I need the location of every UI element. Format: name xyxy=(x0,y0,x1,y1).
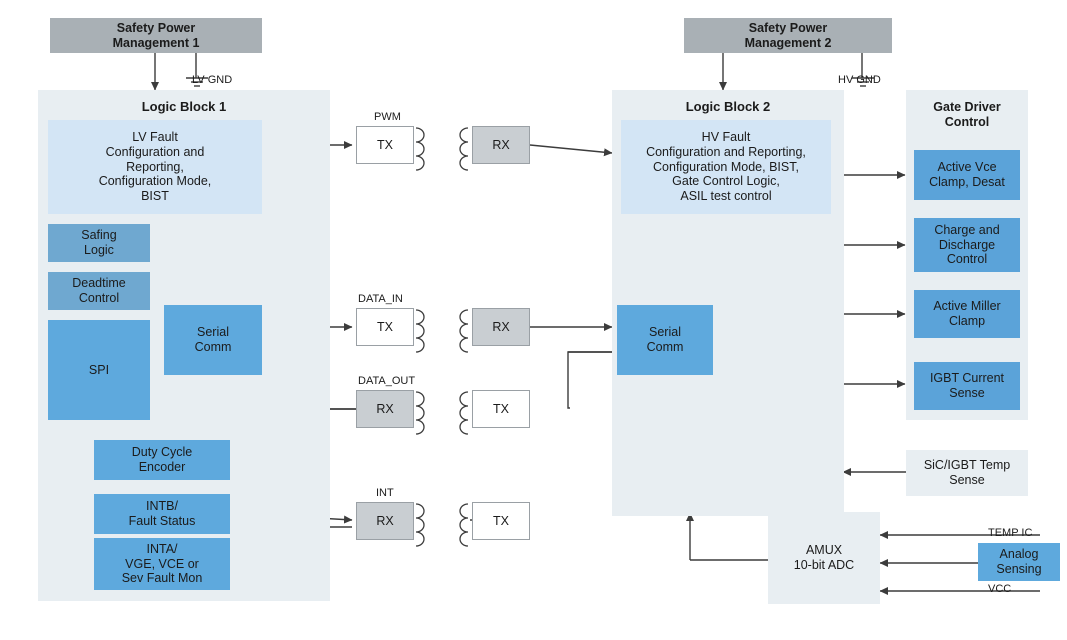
safety-power-1-line1: Safety Power xyxy=(116,20,196,35)
intb-fault-status-block xyxy=(94,494,230,534)
data-out-rx-box: RX xyxy=(356,390,414,428)
ics-l2: Sense xyxy=(949,386,985,400)
intb-l1: INTB/ xyxy=(146,499,178,514)
chg-l1: Charge and xyxy=(934,222,1000,237)
serial-comm-2-l2: Comm xyxy=(646,340,684,354)
hv-fault-l3: Configuration Mode, BIST, xyxy=(653,159,799,174)
safety-power-management-2 xyxy=(684,18,892,53)
sic-igbt-temp-sense-block xyxy=(906,450,1028,496)
hv-fault-l4: Gate Control Logic, xyxy=(672,174,780,189)
temp-ic-label: TEMP IC xyxy=(988,527,1033,539)
charge-discharge-control-block xyxy=(914,218,1020,272)
hv-fault-l2: Configuration and Reporting, xyxy=(646,144,806,159)
vcc-label: VCC xyxy=(988,583,1012,595)
deadtime-l1: Deadtime xyxy=(72,276,126,291)
igbt-current-sense-block xyxy=(914,362,1020,410)
serial-comm-1-block xyxy=(164,305,262,375)
gate-driver-control-title xyxy=(906,98,1028,132)
logic-block-1-title: Logic Block 1 xyxy=(141,99,227,115)
amc-l2: Clamp xyxy=(948,314,986,328)
pwm-label: PWM xyxy=(374,111,401,123)
hv-fault-l1: HV Fault xyxy=(701,130,751,145)
safing-logic-block xyxy=(48,224,150,262)
safety-power-1-line2: Management 1 xyxy=(112,35,200,50)
deadtime-control-block xyxy=(48,272,150,310)
temp-l1: SiC/IGBT Temp xyxy=(923,458,1011,473)
lv-fault-l5: BIST xyxy=(141,189,169,204)
int-tx-box: TX xyxy=(472,502,530,540)
vce-l1: Active Vce xyxy=(937,160,997,175)
spi-block: SPI xyxy=(48,320,150,420)
serial-comm-1-l1: Serial xyxy=(197,325,229,340)
active-vce-clamp-block xyxy=(914,150,1020,200)
int-rx-box: RX xyxy=(356,502,414,540)
serial-comm-2-block xyxy=(617,305,713,375)
int-label: INT xyxy=(376,487,394,499)
hv-fault-block xyxy=(621,120,831,214)
hv-fault-l5: ASIL test control xyxy=(680,189,772,204)
intb-l2: Fault Status xyxy=(128,514,196,528)
data-out-label: DATA_OUT xyxy=(358,375,416,387)
duty-l2: Encoder xyxy=(138,460,186,474)
lv-fault-l3: Reporting, xyxy=(126,159,184,174)
pwm-rx-box: RX xyxy=(472,126,530,164)
logic-block-2-title: Logic Block 2 xyxy=(685,99,771,115)
as-l1: Analog xyxy=(999,547,1039,562)
safety-power-2-line1: Safety Power xyxy=(748,20,828,35)
inta-l3: Sev Fault Mon xyxy=(121,571,203,586)
amux-l1: AMUX xyxy=(805,543,843,558)
amux-block xyxy=(768,512,880,604)
gdc-l1: Gate Driver xyxy=(933,100,1001,115)
data-in-tx-box: TX xyxy=(356,308,414,346)
lv-fault-block xyxy=(48,120,262,214)
safing-logic-l2: Logic xyxy=(84,243,114,257)
data-out-tx-box: TX xyxy=(472,390,530,428)
active-miller-clamp-block xyxy=(914,290,1020,338)
serial-comm-1-l2: Comm xyxy=(194,340,232,354)
ics-l1: IGBT Current xyxy=(929,371,1005,386)
gdc-l2: Control xyxy=(944,115,990,129)
amc-l1: Active Miller xyxy=(933,299,1001,314)
hv-gnd-label: HV GND xyxy=(838,74,881,86)
safety-power-2-line2: Management 2 xyxy=(744,35,832,50)
vce-l2: Clamp, Desat xyxy=(929,175,1005,189)
safing-logic-l1: Safing xyxy=(81,228,117,243)
lv-fault-l2: Configuration and xyxy=(105,144,205,159)
pwm-tx-box: TX xyxy=(356,126,414,164)
amux-l2: 10-bit ADC xyxy=(793,558,855,572)
deadtime-l2: Control xyxy=(78,291,120,305)
temp-l2: Sense xyxy=(949,473,985,487)
chg-l2: Discharge xyxy=(938,237,996,252)
inta-l1: INTA/ xyxy=(146,541,178,556)
data-in-rx-box: RX xyxy=(472,308,530,346)
safety-power-management-1 xyxy=(50,18,262,53)
duty-cycle-encoder-block xyxy=(94,440,230,480)
serial-comm-2-l1: Serial xyxy=(649,325,681,340)
analog-sensing-block xyxy=(978,543,1060,581)
data-in-label: DATA_IN xyxy=(358,293,403,305)
chg-l3: Control xyxy=(946,252,988,267)
as-l2: Sensing xyxy=(996,562,1042,576)
inta-l2: VGE, VCE or xyxy=(125,556,199,571)
lv-gnd-label: LV GND xyxy=(192,74,233,86)
lv-fault-l4: Configuration Mode, xyxy=(98,174,212,189)
inta-vge-block xyxy=(94,538,230,590)
duty-l1: Duty Cycle xyxy=(131,445,193,460)
lv-fault-l1: LV Fault xyxy=(132,130,178,145)
